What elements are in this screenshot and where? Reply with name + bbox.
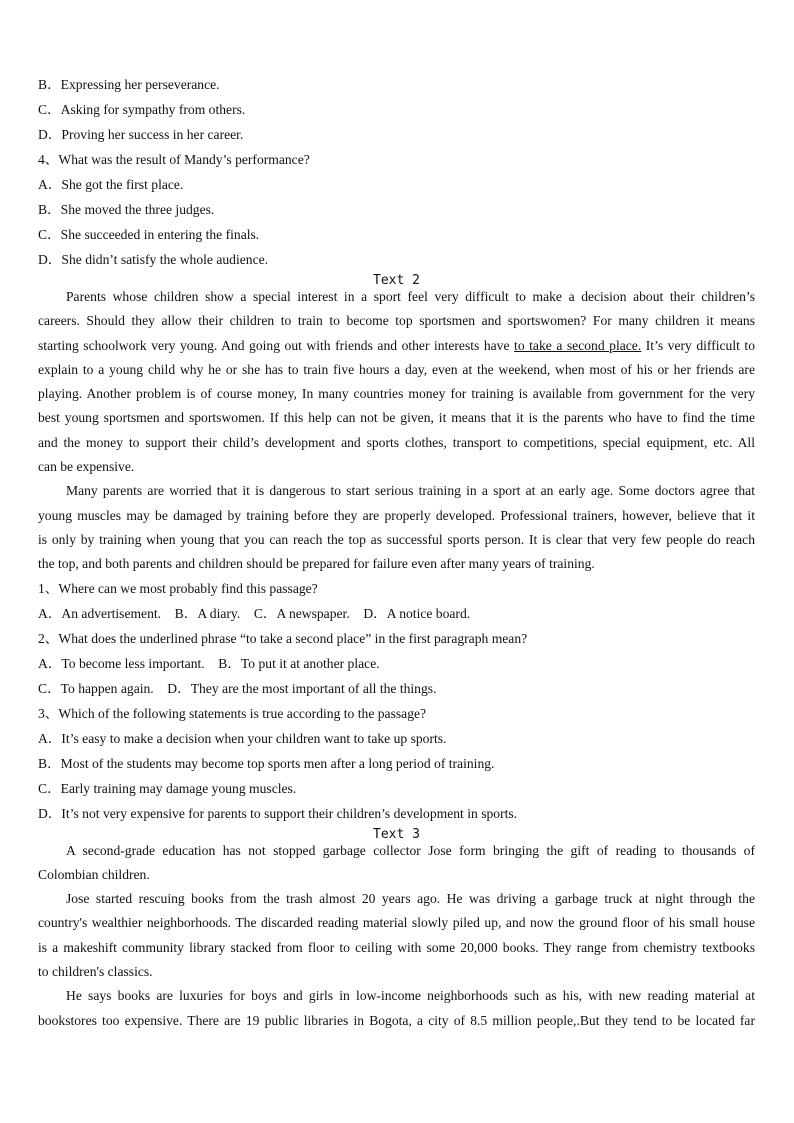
paragraph-line: A second-grade education has not stopped garbage collector Jose form bringing the gift of reading to thousands of [66,842,755,858]
text2-heading: Text 2 [373,273,420,288]
question-3: 3、Which of the following statements is true according to the passage? [38,705,427,721]
paragraph-line: is only by training when young that you can reach the top as successful sports person. It is clear that very few people do reach [38,531,755,547]
option-a: A．She got the first place. [38,177,184,192]
question-1: 1、Where can we most probably find this passage? [38,580,318,596]
text-run: It’s very difficult to [641,337,755,353]
paragraph-line: is a makeshift community library stacked from floor to ceiling with some 20,000 books. They range from chemistry textbooks [38,939,755,955]
paragraph-line: playing. Another problem is of course money, In many countries money for training is available from government for the very [38,386,755,402]
question-2: 2、What does the underlined phrase “to take a second place” in the first paragraph mean? [38,630,528,646]
paragraph-line: and the money to support their child’s development and sports clothes, transport to competitions, special equipment, etc. All [38,434,755,450]
paragraph-line: young muscles may be damaged by training before they are properly developed. Professional trainers, however, believe that it [38,507,755,523]
paragraph-line: country's wealthier neighborhoods. The discarded reading material slowly piled up, and now the ground floor of his small house [38,915,755,931]
option-d: D．Proving her success in her career. [38,127,244,142]
option-b: B．She moved the three judges. [38,202,215,217]
question-options: C．To happen again. D．They are the most important of all the things. [38,680,437,696]
paragraph-line: can be expensive. [38,459,135,475]
paragraph-line: Parents whose children show a special interest in a sport feel very difficult to make a decision about their children’s [66,289,755,304]
option-d: D．She didn’t satisfy the whole audience. [38,252,269,267]
option-c: C．Early training may damage young muscles. [38,780,297,796]
paragraph-line: Jose started rescuing books from the trash almost 20 years ago. He was driving a garbage truck at night through the [66,891,755,907]
document-page [38,76,755,1036]
question-options: A．To become less important. B．To put it at another place. [38,655,380,671]
option-c: C．Asking for sympathy from others. [38,102,246,117]
text-run: starting schoolwork very young. And going out with friends and other interests have [38,337,515,353]
paragraph-line: the top, and both parents and children should be prepared for failure even after many years of training. [38,556,595,572]
paragraph-line: explain to a young child why he or she has to train five hours a day, even at the weekend, when most of his or her friends are [38,361,755,377]
option-d: D．It’s not very expensive for parents to support their children’s development in sports. [38,805,518,821]
paragraph-line: He says books are luxuries for boys and girls in low-income neighborhoods such as his, with new reading material at [66,988,755,1004]
paragraph-line: Many parents are worried that it is dangerous to start serious training in a sport at an early age. Some doctors agree that [66,483,755,499]
question-options: A．An advertisement. B．A diary. C．A newspaper. D．A notice board. [38,605,471,621]
paragraph-line: Colombian children. [38,866,150,882]
underlined-phrase: to take a second place. [514,337,642,353]
paragraph-line [38,337,755,361]
paragraph-line: careers. Should they allow their children to train to become top sportsmen and sportswomen? For many children it means [38,313,755,329]
option-b: B．Expressing her perseverance. [38,77,220,92]
option-b: B．Most of the students may become top sports men after a long period of training. [38,755,495,771]
option-c: C．She succeeded in entering the finals. [38,227,260,242]
paragraph-line: best young sportsmen and sportswomen. If this help can not be given, it means that it is the parents who have to find the time [38,410,755,426]
option-a: A．It’s easy to make a decision when your children want to take up sports. [38,730,447,746]
paragraph-line: to children's classics. [38,964,153,980]
question-4: 4、What was the result of Mandy’s performance? [38,152,310,167]
paragraph-line: bookstores too expensive. There are 19 public libraries in Bogota, a city of 8.5 million people,.But they tend to be located far [38,1012,755,1028]
text3-heading: Text 3 [373,826,420,842]
